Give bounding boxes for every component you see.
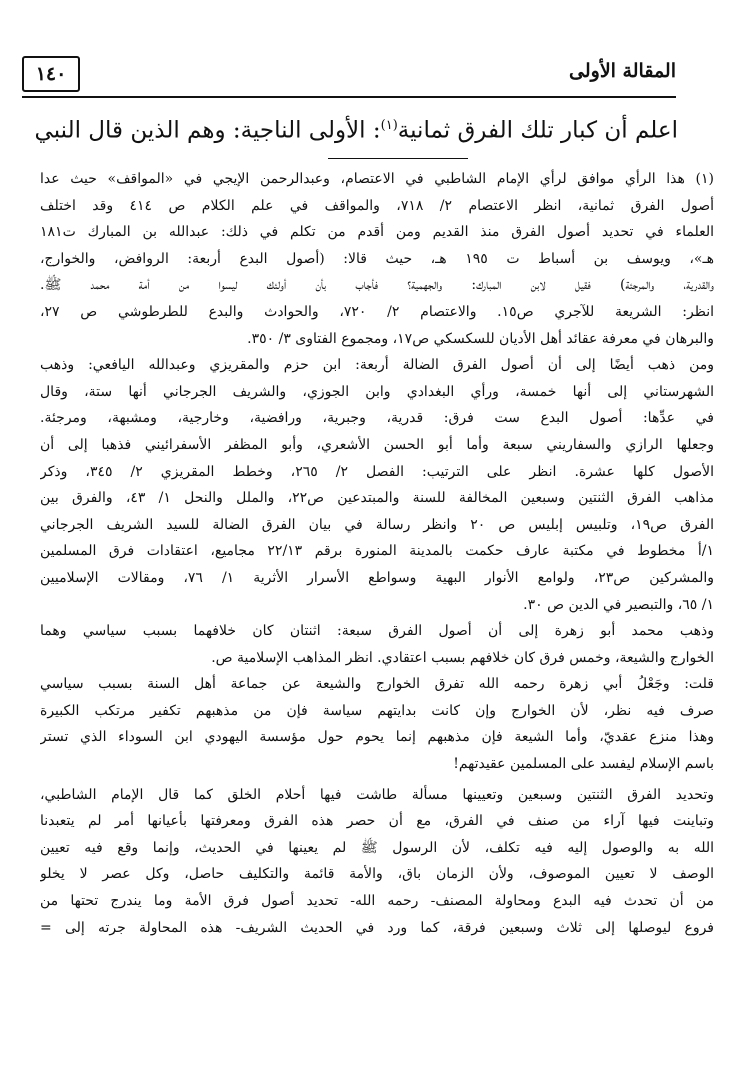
footnote-line: أصول الفرق ثمانية، انظر الاعتصام ٢/ ٧١٨، والمواقف في علم الكلام ص ٤١٤ وقد اختلف [40, 197, 714, 214]
footnote-line: وتباينت فيها آراء من صنف في الفرق، مع أن حصر هذه الفرق ومعرفتها بأعيانها أمر لم يتعبدنا [40, 813, 714, 830]
footnote-line: ١/ ٦٥، والتبصير في الدين ص ٣٠. [523, 596, 714, 613]
footnotes [40, 166, 714, 941]
footnote-line: فروع ليوصلها إلى ثلاث وسبعين فرقة، كما ورد في الحديث الشريف- هذه المحاولة جرته إلى = [40, 919, 714, 936]
footnote-line: الله به والوصول إليه فيه تكلف، لأن الرسول ﷺ لم يعينها في الحديث، وإنما وقع فيه تعيين [40, 839, 714, 856]
footnote-line: الوصف لا تعيين الموصوف، ولأن الزمان باق، والأمة قائمة والتكليف حاصل، وكل عصر لا يخلو [40, 866, 714, 883]
footnote-separator [328, 158, 468, 159]
main-text-before: اعلم أن كبار تلك الفرق ثمانية [397, 117, 678, 144]
footnote-line: الخوارج والشيعة، وخمس فرق كان خلافهم بسبب اعتقادي. انظر المذاهب الإسلامية ص. [211, 649, 714, 666]
footnote-line: باسم الإسلام ليفسد على المسلمين عقيدتهم! [453, 756, 714, 773]
footnote-line: الأصول كلها عشرة. انظر على الترتيب: الفصل ٢/ ٢٦٥، وخطط المقريزي ٢/ ٣٤٥، وذكر [40, 463, 714, 480]
footnote-line: صرف فيه نظر، لأن الخوارج وإن كانت بدايتهم سياسة فإن من مذهبهم تكفير مرتكب الكبيرة [40, 702, 714, 719]
main-text-after: : الأولى الناجية: وهم الذين قال النبي [34, 117, 381, 144]
footnote-line: من أن تحدث فيه البدع ومحاولة المصنف- رحمه الله- تحديد أصول فرق الأمة وما يندرج تحتها من [40, 893, 714, 910]
footnote-line: وتحديد الفرق الثنتين وسبعين وتعيينها مسألة طاشت فيها أحلام الخلق كما قال الإمام الشاطبي، [40, 786, 714, 803]
footnote-line: انظر: الشريعة للآجري ص١٥. والاعتصام ٢/ ٧٢٠، والحوادث والبدع للطرطوشي ص ٢٧، [40, 303, 714, 320]
footnote-line: العلماء في تحديد أصول الفرق منذ القديم ومن أقدم من تكلم في ذلك: عبدالله بن المبارك ت١٨١ [40, 224, 714, 241]
main-text-line [34, 108, 678, 149]
footnote-line: ١/أ مخطوط في مكتبة عارف حكمت بالمدينة المنورة برقم ٢٢/١٣ مجاميع، اعتقادات فرق المسلمين [40, 543, 714, 560]
page-number: ١٤٠ [22, 56, 80, 92]
footnote-marker: (١) [380, 118, 398, 133]
footnote-line: وجعلها الرازي والسفاريني سبعة وأما أبو الحسن الأشعري، وأبو المظفر الأسفرائيني فذهبا إلى أن [40, 436, 714, 453]
page-header [22, 56, 676, 96]
footnote-line: الشهرستاني إلى أنها خمسة، ورأي البغدادي وابن الجوزي، والشريف الجرجاني أنها ستة، وقال [40, 383, 714, 400]
running-title: المقالة الأولى [569, 60, 676, 82]
footnote-line: مذاهب الفرق الثنتين وسبعين المخالفة للسنة والمبتدعين ص٢٢، والملل والنحل ١/ ٤٣، والفرق بين [40, 490, 714, 507]
footnote-line: قلت: وجَعْلُ أبي زهرة رحمه الله تفرق الخوارج والشيعة عن جماعة أهل السنة بسبب سياسي [40, 676, 714, 693]
footnote-line: ومن ذهب أيضًا إلى أن أصول الفرق الضالة أربعة: ابن حزم والمقريزي وعبدالله اليافعي: وذهب [40, 357, 714, 374]
footnote-line: والقدرية، والمرجئة) فقيل لابن المبارك: والجهمية؟ فأجاب بأن أولئك ليسوا من أمة محمد ﷺ. [40, 277, 714, 294]
footnote-line: وهذا منزع عقديّ، وأما الشيعة فإن مذهبهم إنما يحوم حول مؤسسة اليهودي ابن السوداء الذي تستر [40, 729, 714, 746]
footnote-line: الفرق ص١٩، وتلبيس إبليس ص ٢٠ وانظر رسالة في بيان الفرق الضالة للسيد الشريف الجرجاني [40, 516, 714, 533]
footnote-line: (١) هذا الرأي موافق لرأي الإمام الشاطبي في الاعتصام، وعبدالرحمن الإيجي في «المواقف» حيث عدا [40, 171, 714, 187]
header-rule [22, 96, 676, 98]
footnote-line: وذهب محمد أبو زهرة إلى أن أصول الفرق سبعة: اثنتان كان خلافهما بسبب سياسي وهما [40, 623, 714, 640]
footnote-line: والبرهان في معرفة عقائد أهل الأديان للسكسكي ص١٧، ومجموع الفتاوى ٣/ ٣٥٠. [247, 330, 714, 347]
footnote-line: في عدِّها: أصول البدع ست فرق: قدرية، وجبرية، ورافضية، وخارجية، ومشبهة، ومرجئة. [40, 410, 714, 427]
footnote-line: والمشركين ص٢٣، ولوامع الأنوار البهية وسواطع الأسرار الأثرية ١/ ٧٦، ومقالات الإسلاميين [40, 569, 714, 586]
footnote-line: هـ»، ويوسف بن أسباط ت ١٩٥ هـ، حيث قالا: (أصول البدع أربعة: الروافض، والخوارج، [40, 250, 714, 267]
